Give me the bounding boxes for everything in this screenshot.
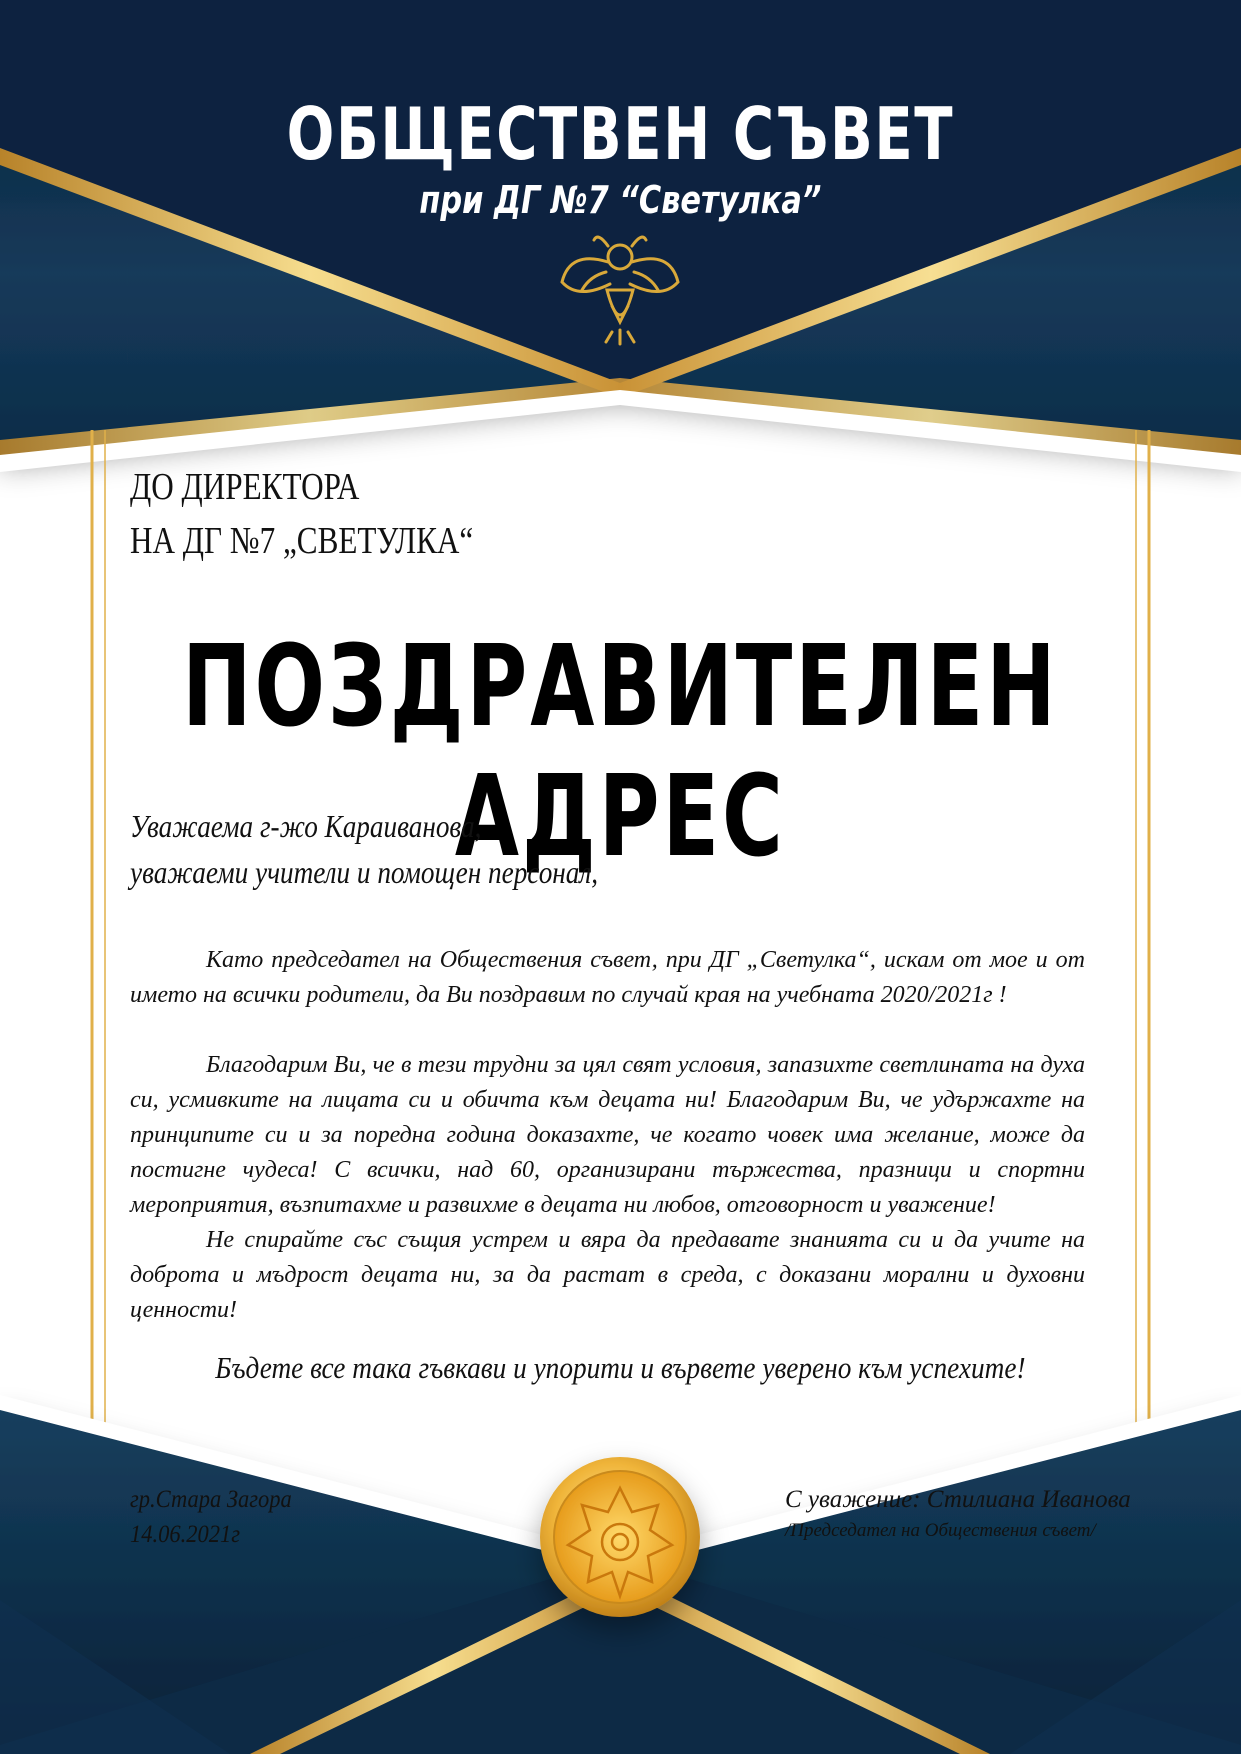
salutation-line-2: уважаеми учители и помощен персонал, [130, 854, 599, 890]
body-paragraph-3: Не спирайте със същия устрем и вяра да предавате знанията си и да учите на доброта и мъдрост децата ни, за да растат в среда, с доказани морални и духовни ценности! [130, 1227, 1085, 1323]
signature-line: С уважение: Стилиана Иванова [785, 1486, 1131, 1513]
gold-seal-icon [540, 1457, 700, 1617]
organization-title: ОБЩЕСТВЕН СЪВЕТ [286, 92, 955, 176]
date: 14.06.2021г [130, 1521, 241, 1548]
salutation-block [130, 803, 598, 895]
recipient-block [130, 460, 473, 568]
body-paragraph-1-wrapper [130, 943, 1085, 1013]
body-paragraph-2-wrapper [130, 1048, 1085, 1223]
body-paragraph-1: Като председател на Обществения съвет, при ДГ „Светулка“, искам от мое и от името на всички родители, да Ви поздравим по случай края на учебната 2020/2021г ! [130, 947, 1085, 1008]
body-paragraph-2: Благодарим Ви, че в тези трудни за цял свят условия, запазихте светлината на духа си, усмивките на лицата си и обичта към децата ни! Благодарим Ви, че удържахте на принципите си и за поредна година доказахте, че когато човек има желание, може да постигне чудеса! С всички, над 60, организирани тържества, празници и спортни мероприятия, възпитахме и развихме в децата ни любов, отговорност и уважение! [130, 1052, 1085, 1218]
closing-line: Бъдете все така гъвкави и упорити и вървете уверено към успехите! [215, 1350, 1026, 1385]
recipient-line-1: ДО ДИРЕКТОРА [130, 466, 360, 508]
body-paragraph-3-wrapper [130, 1223, 1085, 1328]
signature-role: /Председател на Обществения съвет/ [785, 1520, 1096, 1541]
recipient-line-2: НА ДГ №7 „СВЕТУЛКА“ [130, 520, 474, 562]
salutation-line-1: Уважаема г-жо Караиванова, [130, 808, 482, 844]
place-date-block [130, 1482, 292, 1552]
document-title: ПОЗДРАВИТЕЛЕН АДРЕС [182, 622, 1059, 882]
signature-block [785, 1482, 1131, 1545]
organization-subtitle: при ДГ №7 “Светулка” [419, 178, 822, 222]
place: гр.Стара Загора [130, 1486, 292, 1513]
